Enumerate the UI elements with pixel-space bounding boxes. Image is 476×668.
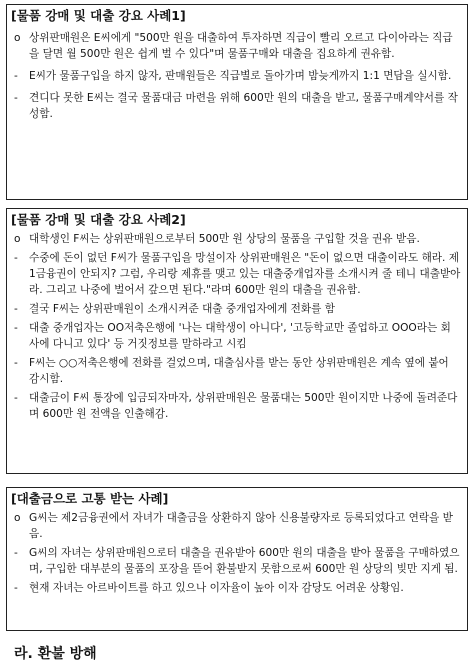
case-item: - 대출금이 F씨 통장에 입금되자마자, 상위판매원은 물품대는 500만 원이지만 나중에 돌려준다며 600만 원 전액을 인출해감. <box>14 392 458 420</box>
case-item: - 견디다 못한 E씨는 결국 물품대금 마련을 위해 600만 원의 대출을 받고, 물품구매계약서를 작성함. <box>14 92 458 120</box>
case-item: - 수중에 돈이 없던 F씨가 물품구입을 망설이자 상위판매원은 "돈이 없으면 대출이라도 해라. 제1금융권이 안되지? 그럼, 우리랑 제휴를 맺고 있는 대출중개업자를 소개시켜 줄 테니 대출받아라. 그리고 나중에 벌어서 갚으면 된다."라며 600만 원의 대출을 권유함. <box>14 252 461 296</box>
item-text: 상위판매원은 E씨에게 "500만 원을 대출하여 투자하면 직급이 빨리 오르고 다이아라는 직급을 달면 월 500만 원은 쉽게 벌 수 있다"며 물품구매와 대출을 집요하게 권유함. <box>29 32 453 60</box>
item-text: F씨는 ○○저축은행에 전화를 걸었으며, 대출심사를 받는 동안 상위판매원은 계속 옆에 붙어 감시함. <box>29 357 449 385</box>
case-item: o 대학생인 F씨는 상위판매원으로부터 500만 원 상당의 물품을 구입할 것을 권유 받음. <box>14 233 420 245</box>
item-text: 결국 F씨는 상위판매원이 소개시켜준 대출 중개업자에게 전화를 함 <box>29 303 335 315</box>
case-item: - 대출 중개업자는 OO저축은행에 '나는 대학생이 아니다', '고등학교만 졸업하고 OOO라는 회사에 다니고 있다' 등 거짓정보를 말하라고 시킴 <box>14 322 451 350</box>
case-box-3 <box>6 487 468 631</box>
item-text: 대출금이 F씨 통장에 입금되자마자, 상위판매원은 물품대는 500만 원이지만 나중에 돌려준다며 600만 원 전액을 인출해감. <box>29 392 458 420</box>
item-text: G씨는 제2금융권에서 자녀가 대출금을 상환하지 않아 신용불량자로 등록되었다고 연락을 받음. <box>29 512 453 540</box>
case-box-1 <box>6 4 468 200</box>
case-item: - F씨는 ○○저축은행에 전화를 걸었으며, 대출심사를 받는 동안 상위판매원은 계속 옆에 붙어 감시함. <box>14 357 449 385</box>
case-item: - G씨의 자녀는 상위판매원으로터 대출을 권유받아 600만 원의 대출을 받아 물품을 구매하였으며, 구입한 대부분의 물품의 포장을 뜯어 환불받지 못함으로써 600만 원 상당의 빚만 지게 됨. <box>14 547 460 575</box>
case-title: [물품 강매 및 대출 강요 사례1] <box>11 8 186 23</box>
case-item: - E씨가 물품구입을 하지 않자, 판매원들은 직급별로 돌아가며 밤늦게까지 1:1 면담을 실시함. <box>14 70 452 82</box>
item-text: G씨의 자녀는 상위판매원으로터 대출을 권유받아 600만 원의 대출을 받아 물품을 구매하였으며, 구입한 대부분의 물품의 포장을 뜯어 환불받지 못함으로써 600만 원 상당의 빚만 지게 됨. <box>29 547 460 575</box>
item-text: 대학생인 F씨는 상위판매원으로부터 500만 원 상당의 물품을 구입할 것을 권유 받음. <box>29 233 420 245</box>
item-text: E씨가 물품구입을 하지 않자, 판매원들은 직급별로 돌아가며 밤늦게까지 1:1 면담을 실시함. <box>29 70 452 82</box>
case-title: [물품 강매 및 대출 강요 사례2] <box>11 212 186 227</box>
item-text: 수중에 돈이 없던 F씨가 물품구입을 망설이자 상위판매원은 "돈이 없으면 대출이라도 해라. 제1금융권이 안되지? 그럼, 우리랑 제휴를 맺고 있는 대출중개업자를 소개시켜 줄 테니 대출받아라. 그리고 나중에 벌어서 갚으면 된다."라며 600만 원의 대출을 권유함. <box>29 252 461 296</box>
case-item: o G씨는 제2금융권에서 자녀가 대출금을 상환하지 않아 신용불량자로 등록되었다고 연락을 받음. <box>14 512 453 540</box>
item-text: 견디다 못한 E씨는 결국 물품대금 마련을 위해 600만 원의 대출을 받고, 물품구매계약서를 작성함. <box>29 92 458 120</box>
item-text: 대출 중개업자는 OO저축은행에 '나는 대학생이 아니다', '고등학교만 졸업하고 OOO라는 회사에 다니고 있다' 등 거짓정보를 말하라고 시킴 <box>29 322 451 350</box>
item-text: 현재 자녀는 아르바이트를 하고 있으나 이자율이 높아 이자 감당도 어려운 상황임. <box>29 582 404 594</box>
case-title: [대출금으로 고통 받는 사례] <box>11 491 169 506</box>
case-item: o 상위판매원은 E씨에게 "500만 원을 대출하여 투자하면 직급이 빨리 오르고 다이아라는 직급을 달면 월 500만 원은 쉽게 벌 수 있다"며 물품구매와 대출을 집요하게 권유함. <box>14 32 453 60</box>
section-heading: 라. 환불 방해 <box>14 646 97 662</box>
case-item: - 현재 자녀는 아르바이트를 하고 있으나 이자율이 높아 이자 감당도 어려운 상황임. <box>14 582 404 594</box>
case-box-2 <box>6 208 468 474</box>
case-item: - 결국 F씨는 상위판매원이 소개시켜준 대출 중개업자에게 전화를 함 <box>14 303 335 315</box>
